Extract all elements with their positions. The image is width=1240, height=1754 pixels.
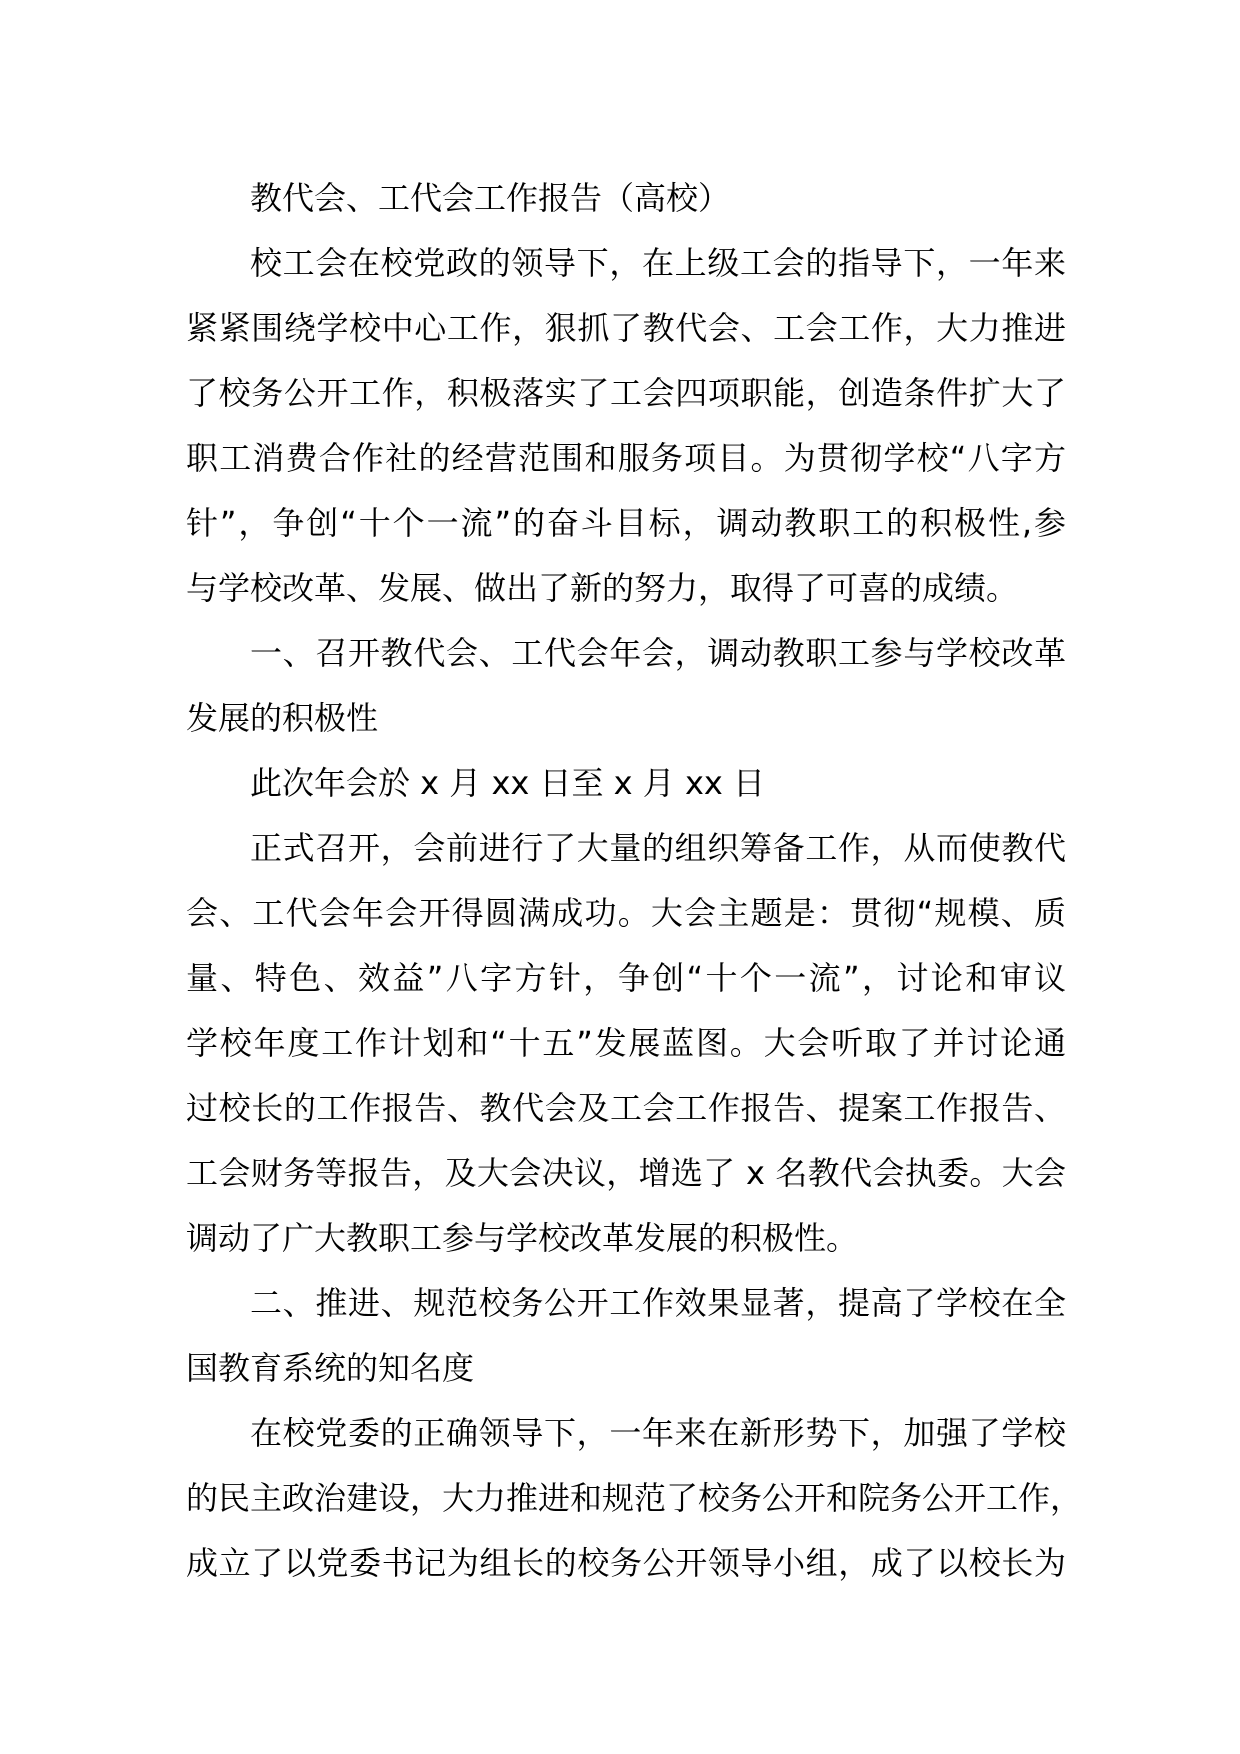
paragraph-line: 紧紧围绕学校中心工作，狠抓了教代会、工会工作，大力推进 [186,309,1066,347]
section-heading-line: 二、推进、规范校务公开工作效果显著，提高了学校在全 [250,1284,1066,1322]
document-title: 教代会、工代会工作报告（高校） [250,179,731,217]
paragraph-line: 会、工代会年会开得圆满成功。大会主题是：贯彻“规模、质 [186,894,1066,932]
paragraph-line: 与学校改革、发展、做出了新的努力，取得了可喜的成绩。 [186,569,1019,607]
paragraph-line: 的民主政治建设，大力推进和规范了校务公开和院务公开工作， [186,1479,1083,1517]
paragraph-line: 调动了广大教职工参与学校改革发展的积极性。 [186,1219,859,1257]
document-body [186,166,1083,1596]
section-heading-line: 国教育系统的知名度 [186,1349,475,1387]
paragraph-line: 量、特色、效益”八字方针，争创“十个一流”，讨论和审议 [186,959,1066,997]
section-heading-line: 一、召开教代会、工代会年会，调动教职工参与学校改革 [250,634,1066,672]
paragraph-line: 此次年会於 x 月 xx 日至 x 月 xx 日 [250,764,766,802]
paragraph-line: 成立了以党委书记为组长的校务公开领导小组，成了以校长为 [186,1544,1066,1582]
paragraph-line: 正式召开，会前进行了大量的组织筹备工作，从而使教代 [250,829,1066,867]
paragraph-line: 在校党委的正确领导下，一年来在新形势下，加强了学校 [250,1414,1066,1452]
paragraph-line: 了校务公开工作，积极落实了工会四项职能，创造条件扩大了 [186,374,1066,412]
paragraph-line: 校工会在校党政的领导下，在上级工会的指导下，一年来 [250,244,1066,282]
paragraph-line: 学校年度工作计划和“十五”发展蓝图。大会听取了并讨论通 [186,1024,1066,1062]
section-heading-line: 发展的积极性 [186,699,379,737]
paragraph-line: 工会财务等报告，及大会决议，增选了 x 名教代会执委。大会 [186,1154,1066,1192]
paragraph-line: 职工消费合作社的经营范围和服务项目。为贯彻学校“八字方 [186,439,1066,477]
paragraph-line: 过校长的工作报告、教代会及工会工作报告、提案工作报告、 [186,1089,1066,1127]
paragraph-line: 针”，争创“十个一流”的奋斗目标，调动教职工的积极性,参 [186,504,1066,542]
